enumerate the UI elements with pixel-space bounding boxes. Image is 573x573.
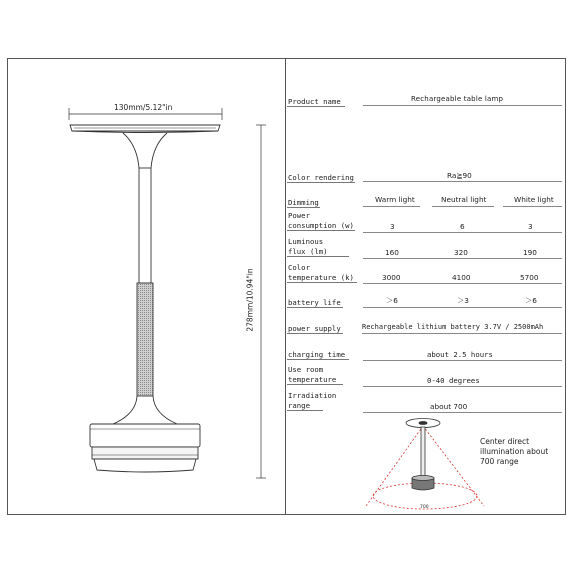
battery-white: ＞6 xyxy=(525,296,537,305)
color-temp-white: 5700 xyxy=(520,273,539,282)
flux-label-line1: Luminous xyxy=(288,237,324,246)
color-rendering-label: Color rendering xyxy=(288,173,354,182)
power-warm: 3 xyxy=(390,222,395,231)
color-temp-warm: 3000 xyxy=(382,273,401,282)
mini-lamp xyxy=(406,419,440,491)
flux-neutral: 320 xyxy=(454,248,468,257)
power-label-line2: consumption (w) xyxy=(288,221,354,230)
irradiation-value: about 700 xyxy=(430,402,468,411)
flux-white: 190 xyxy=(523,248,537,257)
color-temp-label-line2: temperature (k) xyxy=(288,273,354,282)
battery-neutral: ＞3 xyxy=(457,296,469,305)
power-label-line1: Power xyxy=(288,211,310,220)
illumination-note-line2: illumination about xyxy=(480,447,549,456)
irradiation-label-line1: Irradiation xyxy=(288,391,337,400)
irradiation-label-line2: range xyxy=(288,401,310,410)
width-label: 130mm/5.12"in xyxy=(114,103,173,112)
color-rendering-value: Ra≧90 xyxy=(447,171,472,180)
battery-warm: ＞6 xyxy=(386,296,398,305)
charging-time-label: charging time xyxy=(288,350,346,359)
product-name-value: Rechargeable table lamp xyxy=(411,95,504,103)
power-white: 3 xyxy=(528,222,533,231)
height-label: 278mm/10.94"in xyxy=(245,268,255,332)
room-temp-value: 0-40 degrees xyxy=(427,376,480,385)
color-temp-neutral: 4100 xyxy=(452,273,471,282)
flux-label-line2: flux (lm) xyxy=(288,247,328,256)
power-supply-value: Rechargeable lithium battery 3.7V / 2500mAh xyxy=(362,323,544,331)
illumination-scale-label: 700 xyxy=(420,505,429,510)
battery-life-label: battery life xyxy=(288,298,341,307)
charging-time-value: about 2.5 hours xyxy=(427,350,493,359)
room-temp-label-line1: Use room xyxy=(288,365,324,374)
power-neutral: 6 xyxy=(460,222,465,231)
flux-warm: 160 xyxy=(385,248,399,257)
room-temp-label-line2: temperature xyxy=(288,375,337,384)
dimming-white: White light xyxy=(514,195,554,204)
dimming-warm: Warm light xyxy=(375,195,415,204)
dimming-neutral: Neutral light xyxy=(441,195,487,204)
dimming-label: Dimming xyxy=(288,198,319,207)
power-supply-label: power supply xyxy=(288,324,341,333)
color-temp-label-line1: Color xyxy=(288,263,310,272)
illumination-note-line1: Center direct xyxy=(480,437,530,446)
product-name-label: Product name xyxy=(288,97,341,106)
illumination-note-line3: 700 range xyxy=(480,457,519,466)
